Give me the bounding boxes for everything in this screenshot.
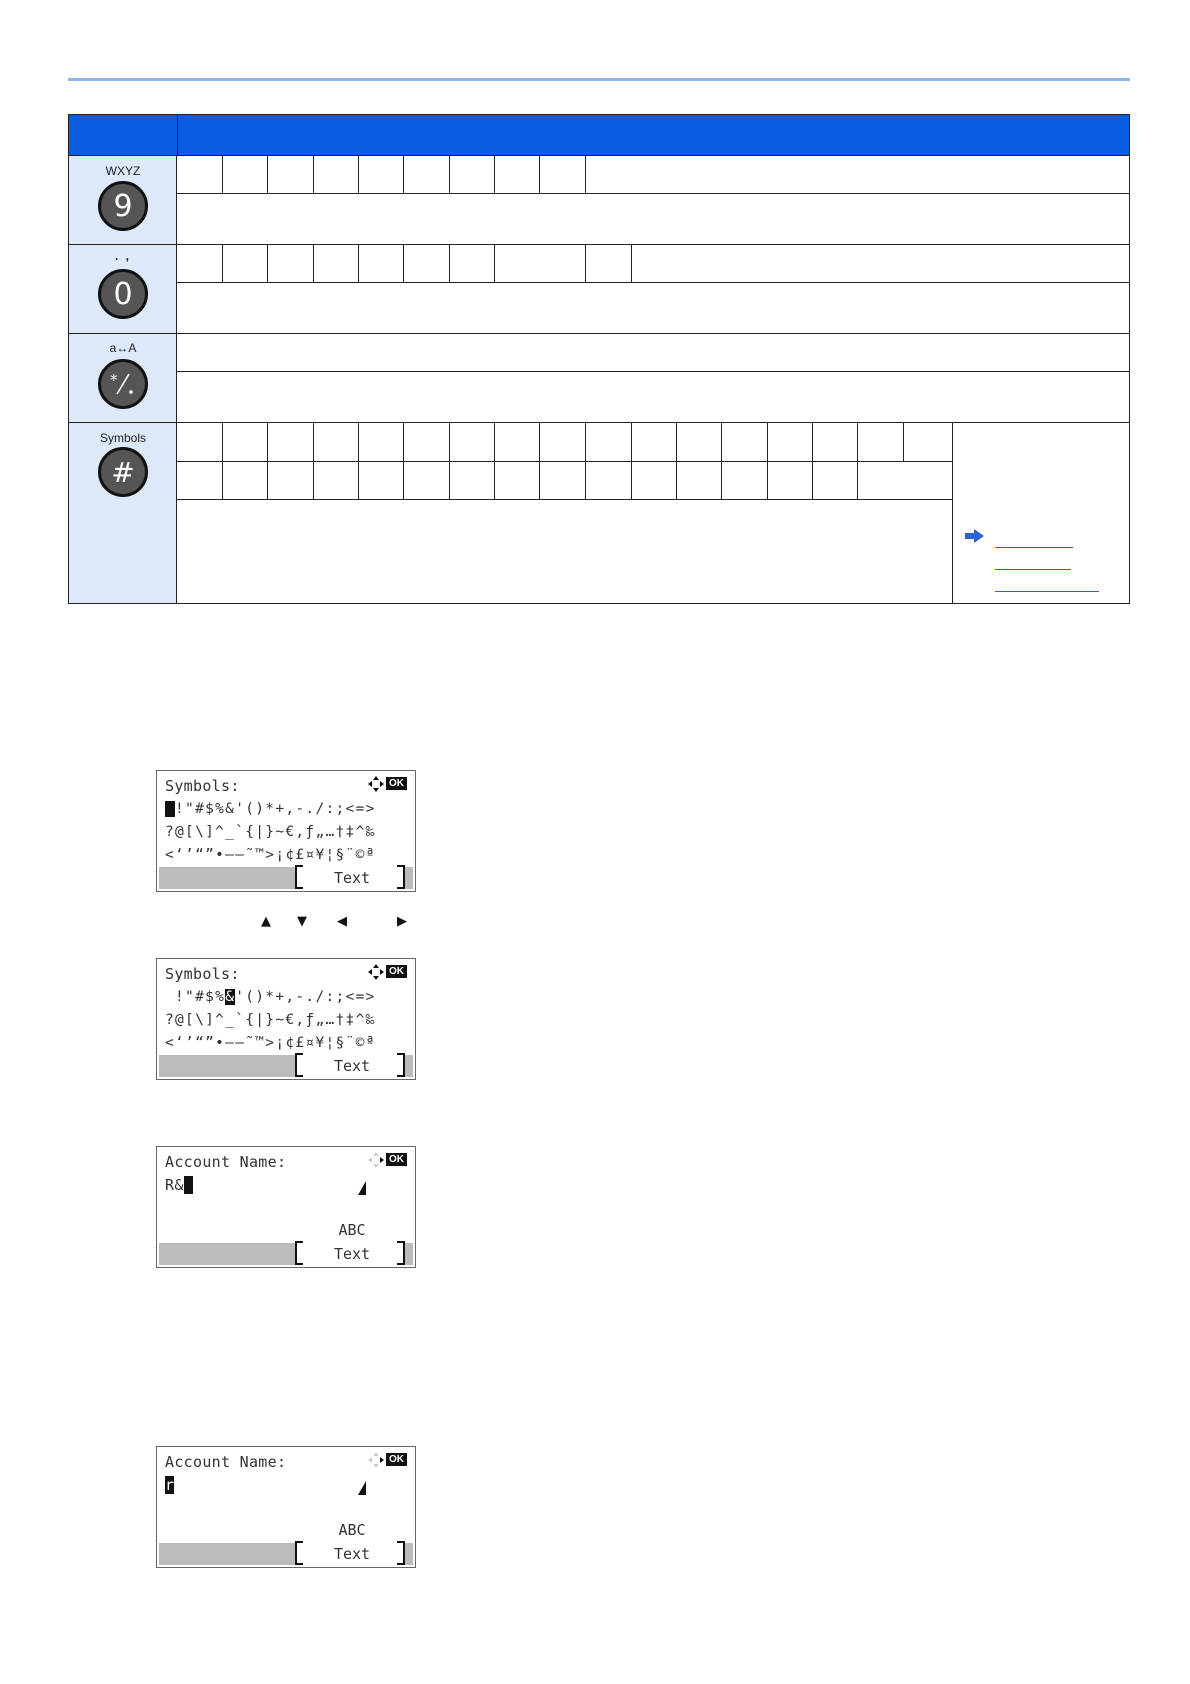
- ok-icon: OK: [386, 965, 407, 978]
- lcd-screen-account-name-2: [156, 1446, 416, 1568]
- key-9-button[interactable]: 9: [98, 181, 148, 231]
- input-mode: ABC: [338, 1221, 366, 1239]
- top-rule: [68, 78, 1130, 81]
- selected-symbol: &: [225, 989, 236, 1005]
- key-0-button[interactable]: 0: [98, 269, 148, 319]
- key-caption-symbols: Symbols: [99, 431, 146, 445]
- screen-title: Account Name:: [165, 1453, 287, 1471]
- symbol-row-1: !"#$%&'()*+,-./:;<=>: [175, 801, 376, 817]
- asterisk-period-button[interactable]: [98, 359, 148, 409]
- navigation-arrows-icon: [367, 963, 385, 981]
- input-value: r: [165, 1476, 175, 1494]
- ok-icon: OK: [386, 1153, 407, 1166]
- up-arrow-icon: ▲: [261, 914, 271, 929]
- key-caption-wxyz: WXYZ: [105, 164, 141, 178]
- symbol-row-3: <‘’“”•–—˜™>¡¢£¤¥¦§¨©ª: [165, 847, 376, 863]
- text-cursor: [184, 1176, 193, 1194]
- arrow-right-icon: [965, 529, 985, 543]
- key-character-table: [68, 114, 1130, 604]
- signal-icon: [357, 1481, 367, 1495]
- text-soft-key[interactable]: Text: [333, 1545, 371, 1563]
- symbol-row-1-pre: !"#$%: [165, 989, 226, 1005]
- lcd-screen-symbols-2: [156, 958, 416, 1080]
- ok-icon: OK: [386, 777, 407, 790]
- text-soft-key[interactable]: Text: [333, 1245, 371, 1263]
- navigation-arrows-icon: [367, 775, 385, 793]
- lcd-screen-symbols-1: [156, 770, 416, 892]
- screen-title: Symbols:: [165, 777, 240, 795]
- symbol-row-2: ?@[\]^_`{|}~€,ƒ„…†‡^‰: [165, 1012, 376, 1028]
- text-soft-key[interactable]: Text: [333, 1057, 371, 1075]
- ok-icon: OK: [386, 1453, 407, 1466]
- right-arrow-icon: ▶: [397, 914, 407, 929]
- navigation-arrows-icon: [367, 1451, 385, 1469]
- svg-text:*: *: [110, 371, 118, 389]
- symbol-row-3: <‘’“”•–—˜™>¡¢£¤¥¦§¨©ª: [165, 1035, 376, 1051]
- table-header: [69, 115, 1129, 156]
- text-cursor: [165, 801, 175, 817]
- signal-icon: [357, 1181, 367, 1195]
- left-arrow-icon: ◀: [337, 914, 347, 929]
- symbol-row-1-post: '()*+,-./:;<=>: [235, 989, 376, 1005]
- down-arrow-icon: ▼: [297, 914, 307, 929]
- key-caption-case-toggle: a↔A: [109, 341, 137, 355]
- key-caption-punct: . ,: [114, 249, 131, 263]
- screen-title: Symbols:: [165, 965, 240, 983]
- input-mode: ABC: [338, 1521, 366, 1539]
- text-soft-key[interactable]: Text: [333, 869, 371, 887]
- lcd-screen-account-name-1: [156, 1146, 416, 1268]
- asterisk-period-icon: [109, 370, 137, 398]
- symbol-row-2: ?@[\]^_`{|}~€,ƒ„…†‡^‰: [165, 824, 376, 840]
- screen-title: Account Name:: [165, 1153, 287, 1171]
- navigation-arrows-icon: [367, 1151, 385, 1169]
- input-value: R&: [165, 1176, 184, 1194]
- hash-button[interactable]: #: [98, 447, 148, 497]
